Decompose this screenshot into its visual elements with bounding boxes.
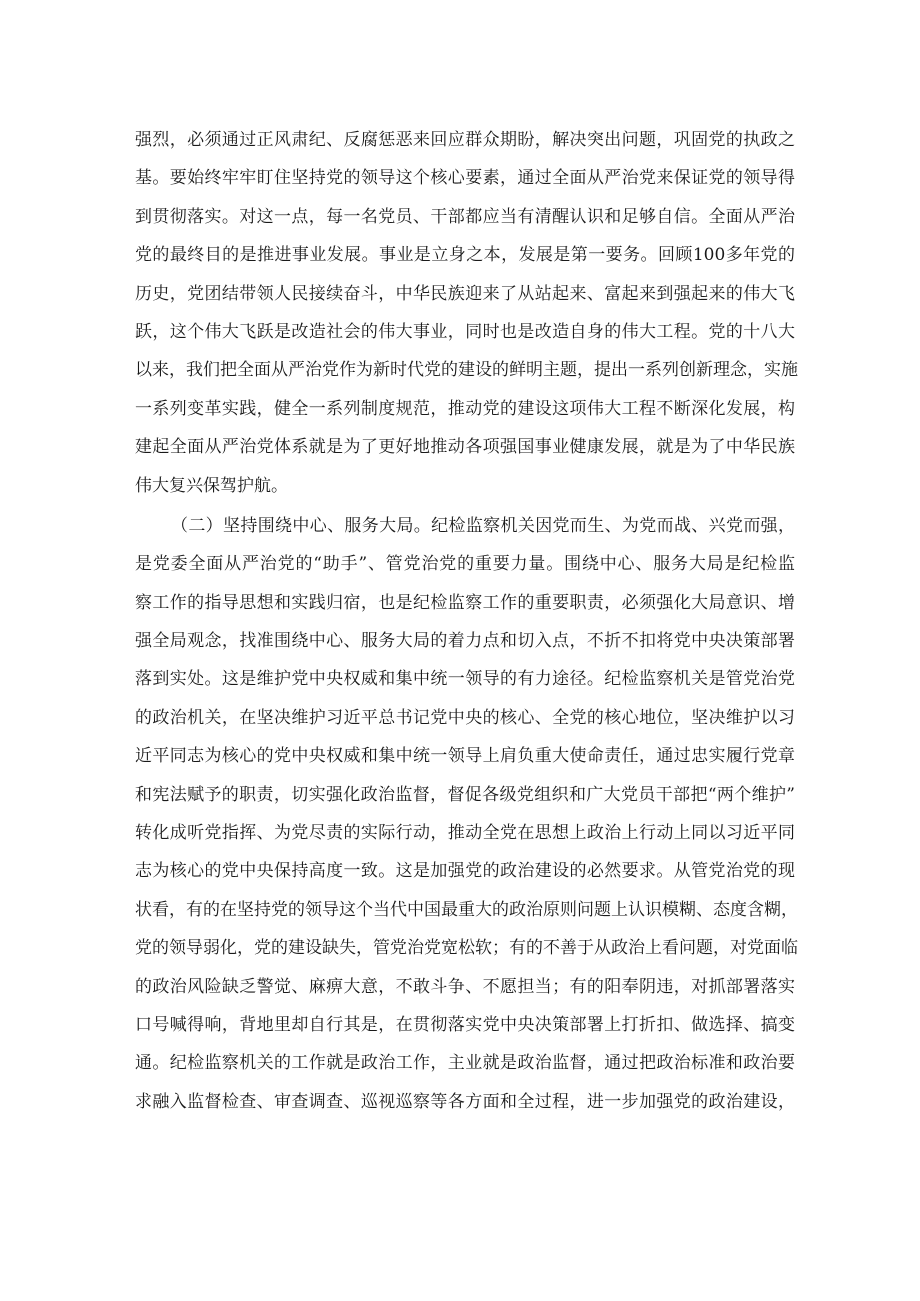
text-line: 通。纪检监察机关的工作就是政治工作，主业就是政治监督，通过把政治标准和政治要 xyxy=(135,1053,795,1074)
paragraph-1 xyxy=(135,121,798,505)
text-line: 到贯彻落实。对这一点，每一名党员、干部都应当有清醒认识和足够自信。全面从严治 xyxy=(135,206,795,227)
text-line: 党的最终目的是推进事业发展。事业是立身之本，发展是第一要务。回顾100多年党的 xyxy=(135,245,795,266)
text-line: 转化成听党指挥、为党尽责的实际行动，推动全党在思想上政治上行动上同以习近平同 xyxy=(135,823,795,844)
text-line: 跃，这个伟大飞跃是改造社会的伟大事业，同时也是改造自身的伟大工程。党的十八大 xyxy=(135,321,795,342)
text-line: 口号喊得响，背地里却自行其是，在贯彻落实党中央决策部署上打折扣、做选择、搞变 xyxy=(135,1014,795,1035)
text-line: 伟大复兴保驾护航。 xyxy=(135,475,288,496)
text-line: 的政治风险缺乏警觉、麻痹大意，不敢斗争、不愿担当；有的阳奉阴违，对抓部署落实 xyxy=(135,976,795,997)
text-line: 落到实处。这是维护党中央权威和集中统一领导的有力途径。纪检监察机关是管党治党 xyxy=(135,669,795,690)
text-line: 的政治机关，在坚决维护习近平总书记党中央的核心、全党的核心地位，坚决维护以习 xyxy=(135,707,795,728)
text-line: 强全局观念，找准围绕中心、服务大局的着力点和切入点，不折不扣将党中央决策部署 xyxy=(135,631,795,652)
text-line: （二）坚持围绕中心、服务大局。纪检监察机关因党而生、为党而战、兴党而强， xyxy=(171,515,795,536)
text-line: 状看，有的在坚持党的领导这个当代中国最重大的政治原则问题上认识模糊、态度含糊， xyxy=(135,899,798,920)
text-line: 党的领导弱化，党的建设缺失，管党治党宽松软；有的不善于从政治上看问题，对党面临 xyxy=(135,938,798,959)
paragraph-2 xyxy=(135,507,798,1121)
text-line: 志为核心的党中央保持高度一致。这是加强党的政治建设的必然要求。从管党治党的现 xyxy=(135,861,795,882)
text-line: 和宪法赋予的职责，切实强化政治监督，督促各级党组织和广大党员干部把“两个维护” xyxy=(135,784,795,805)
text-line: 强烈，必须通过正风肃纪、反腐惩恶来回应群众期盼，解决突出问题，巩固党的执政之 xyxy=(135,130,795,150)
text-line: 历史，党团结带领人民接续奋斗，中华民族迎来了从站起来、富起来到强起来的伟大飞 xyxy=(135,283,795,304)
text-line: 是党委全面从严治党的“助手”、管党治党的重要力量。围绕中心、服务大局是纪检监 xyxy=(135,554,795,575)
text-line: 建起全面从严治党体系就是为了更好地推动各项强国事业健康发展，就是为了中华民族 xyxy=(135,437,795,458)
text-line: 求融入监督检查、审查调查、巡视巡察等各方面和全过程，进一步加强党的政治建设， xyxy=(135,1091,795,1112)
text-line: 近平同志为核心的党中央权威和集中统一领导上肩负重大使命责任，通过忠实履行党章 xyxy=(135,746,795,767)
text-line: 察工作的指导思想和实践归宿，也是纪检监察工作的重要职责，必须强化大局意识、增 xyxy=(135,592,795,613)
text-line: 以来，我们把全面从严治党作为新时代党的建设的鲜明主题，提出一系列创新理念，实施 xyxy=(135,360,798,381)
text-line: 一系列变革实践，健全一系列制度规范，推动党的建设这项伟大工程不断深化发展，构 xyxy=(135,398,795,419)
text-line: 基。要始终牢牢盯住坚持党的领导这个核心要素，通过全面从严治党来保证党的领导得 xyxy=(135,168,795,189)
document-body xyxy=(135,121,798,1121)
